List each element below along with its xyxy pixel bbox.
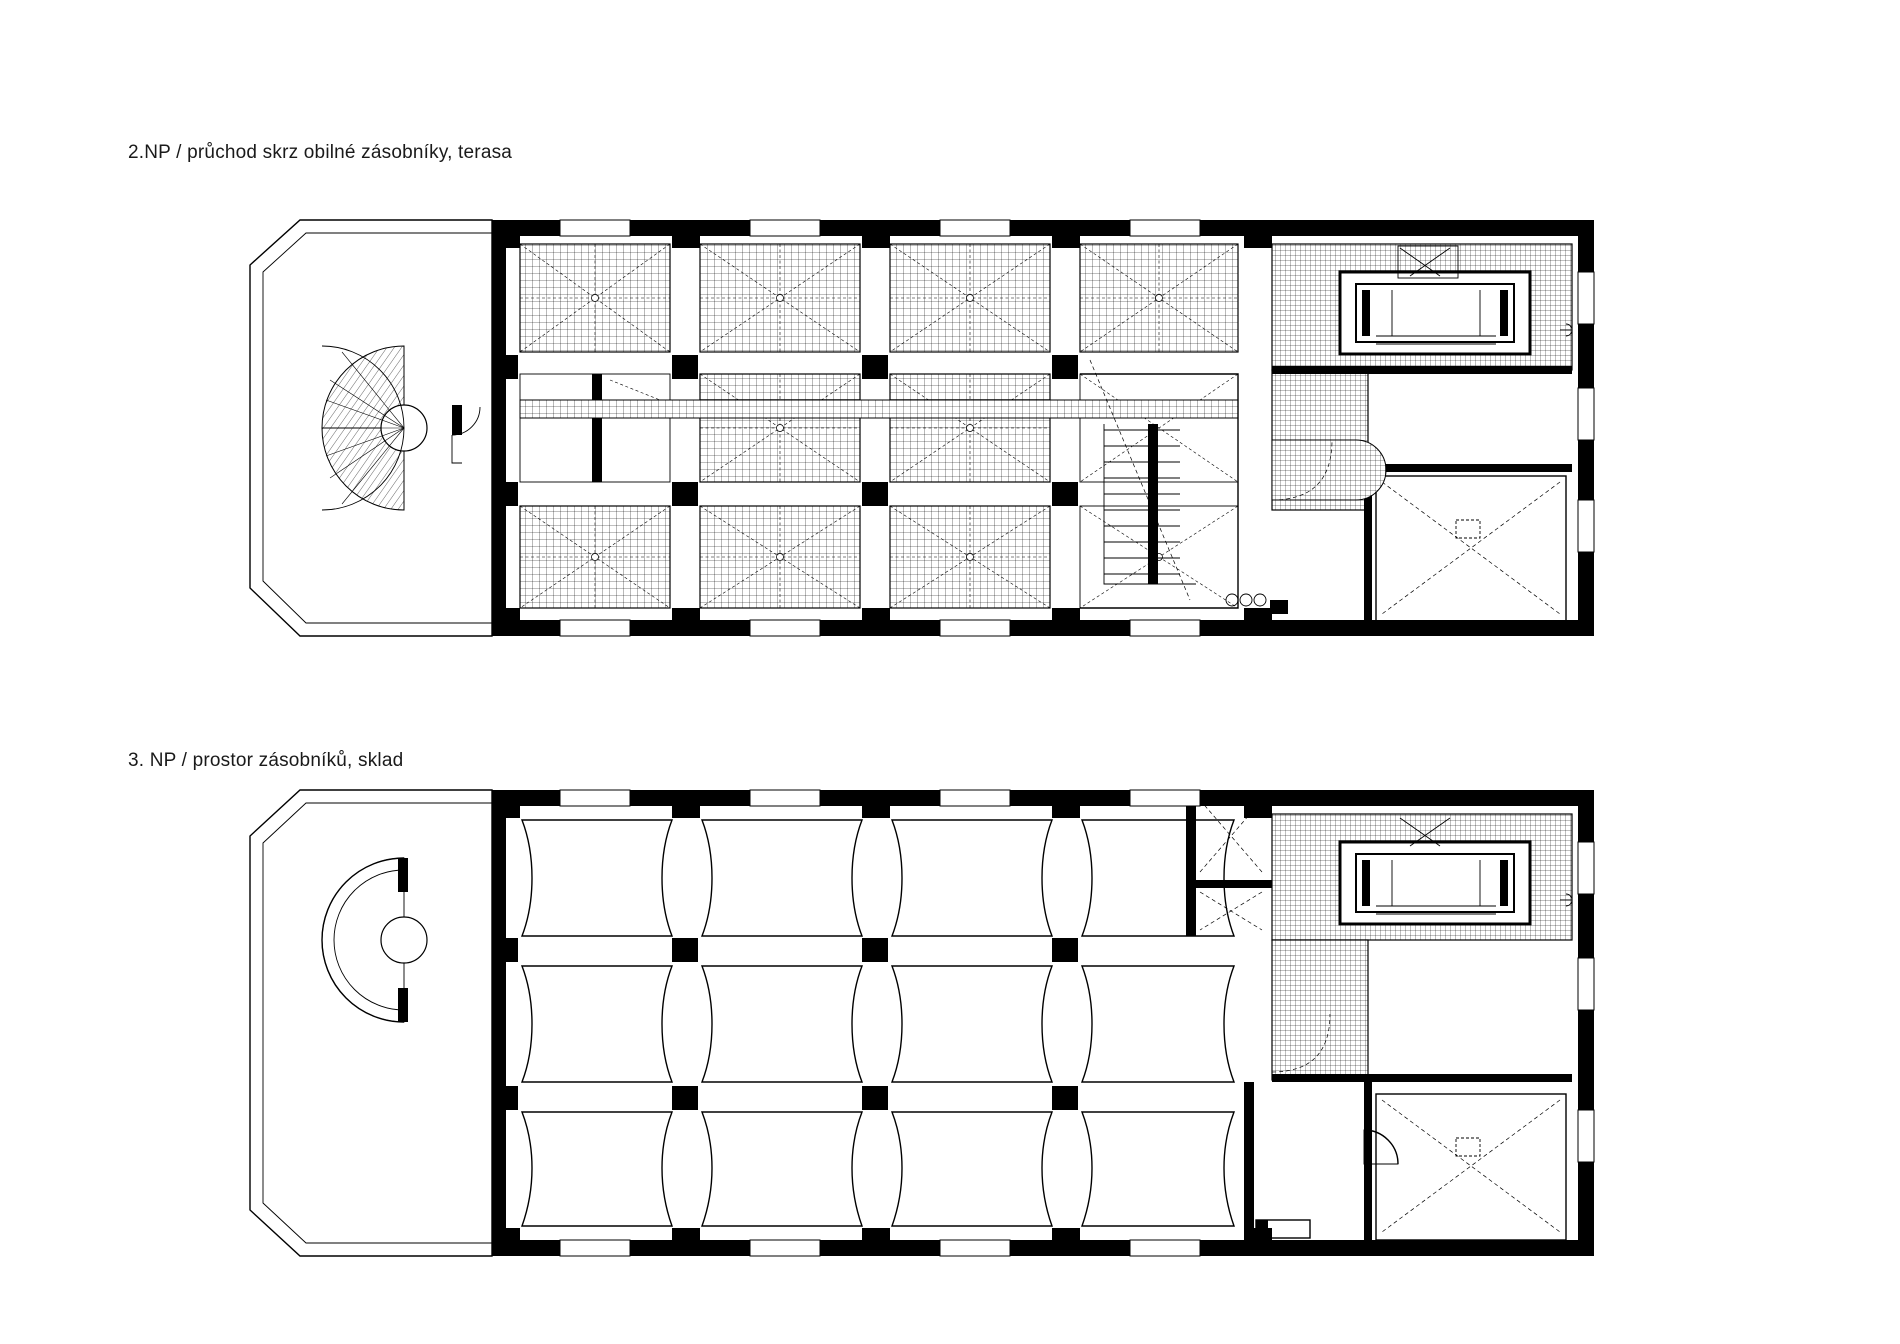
columns-3np	[492, 790, 1272, 1256]
window-marks-2np	[1578, 272, 1594, 552]
apse-door-2np	[452, 405, 480, 463]
east-rooms-3np	[1244, 1074, 1572, 1256]
apse-outline-3np	[250, 790, 492, 1256]
passage-strip-2np	[520, 400, 1238, 418]
silo-cells-row2-2np	[520, 374, 1238, 482]
floor-plan-3np	[0, 590, 1900, 1344]
plan-title-3np: 3. NP / prostor zásobníků, sklad	[128, 750, 404, 771]
plan-title-2np: 2.NP / průchod skrz obilné zásobníky, terasa	[128, 142, 513, 163]
silo-bays-3np	[522, 820, 1234, 1226]
columns-mid2-2np	[492, 482, 1078, 506]
service-core-3np	[1272, 814, 1572, 1080]
fan-stair-2np	[322, 346, 427, 510]
staircase-2np	[1080, 360, 1238, 608]
silo-cells-row1-2np	[520, 244, 1238, 352]
apse-core-3np	[322, 858, 427, 1022]
